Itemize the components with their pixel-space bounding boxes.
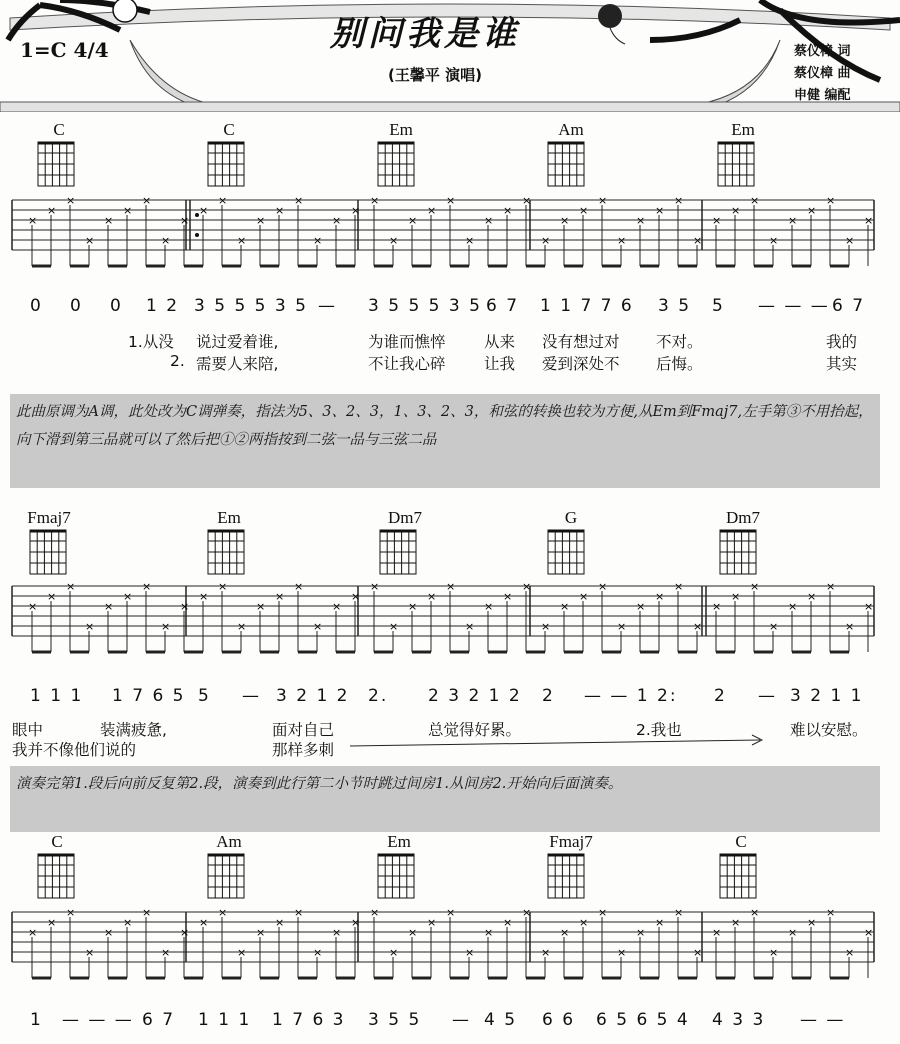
jianpu-number: 2 xyxy=(714,686,727,706)
tab-note-mark: × xyxy=(313,620,323,633)
tab-note-mark: × xyxy=(750,580,760,593)
tab-note-mark: × xyxy=(66,194,76,207)
tab-note-mark: × xyxy=(389,620,399,633)
tab-note-mark: × xyxy=(446,194,456,207)
composer-credit: 蔡仪樟 曲 xyxy=(794,66,851,81)
jianpu-number: 2 xyxy=(542,686,555,706)
tab-note-mark: × xyxy=(522,580,532,593)
chord-name: Em xyxy=(387,832,411,851)
jianpu-number: 1 xyxy=(30,1010,43,1030)
tab-note-mark: × xyxy=(218,194,228,207)
tab-note-mark: × xyxy=(28,600,38,613)
tab-note-mark: × xyxy=(370,580,380,593)
tab-note-mark: × xyxy=(579,590,589,603)
tab-note-mark: × xyxy=(446,580,456,593)
tab-note-mark: × xyxy=(104,600,114,613)
jianpu-number: 3 2 1 2 xyxy=(276,686,350,706)
tab-note-mark: × xyxy=(427,916,437,929)
tab-note-mark: × xyxy=(788,926,798,939)
tab-note-mark: × xyxy=(47,590,57,603)
tab-note-mark: × xyxy=(484,926,494,939)
lyric-line-1: 1.从没 xyxy=(128,333,174,351)
tab-note-mark: × xyxy=(313,234,323,247)
tab-note-mark: × xyxy=(142,194,152,207)
tab-note-mark: × xyxy=(617,946,627,959)
chord-name: C xyxy=(223,120,235,139)
tab-note-mark: × xyxy=(731,916,741,929)
lyric-line-2: 爱到深处不 xyxy=(542,355,620,373)
tab-note-mark: × xyxy=(408,926,418,939)
tab-note-mark: × xyxy=(636,926,646,939)
chord-name: C xyxy=(51,832,63,851)
tab-note-mark: × xyxy=(560,600,570,613)
tab-note-mark: × xyxy=(579,204,589,217)
tab-note-mark: × xyxy=(465,946,475,959)
tab-note-mark: × xyxy=(598,580,608,593)
tab-note-mark: × xyxy=(370,194,380,207)
tab-note-mark: × xyxy=(845,620,855,633)
chord-name: Fmaj7 xyxy=(27,508,71,527)
jianpu-number: — — — xyxy=(758,296,830,316)
chord-name: Am xyxy=(216,832,242,851)
chord-name: Dm7 xyxy=(388,508,422,527)
tab-note-mark: × xyxy=(826,580,836,593)
tab-note-mark: × xyxy=(427,204,437,217)
tab-note-mark: × xyxy=(484,600,494,613)
tab-note-mark: × xyxy=(218,906,228,919)
chord-name: C xyxy=(53,120,65,139)
performance-note-2: 演奏完第1.段后向前反复第2.段，演奏到此行第二小节时跳过间房1.从间房2.开始向后面演奏。 xyxy=(10,766,880,832)
tab-note-mark: × xyxy=(218,580,228,593)
tab-note-mark: × xyxy=(503,590,513,603)
jianpu-number: 6 6 xyxy=(542,1010,576,1030)
tab-note-mark: × xyxy=(47,204,57,217)
tab-note-mark: × xyxy=(142,580,152,593)
jianpu-number: 5 xyxy=(198,686,211,706)
chord-name: Em xyxy=(389,120,413,139)
tab-note-mark: × xyxy=(28,214,38,227)
tab-note-mark: × xyxy=(693,946,703,959)
tab-note-mark: × xyxy=(617,620,627,633)
jianpu-number: 1 7 6 3 xyxy=(272,1010,346,1030)
tab-note-mark: × xyxy=(351,204,361,217)
lyric-line-1: 从来 xyxy=(484,333,516,351)
lyric-line-1: 2.我也 xyxy=(636,721,682,739)
lyric-line-1: 没有想过对 xyxy=(542,333,620,351)
tab-note-mark: × xyxy=(655,590,665,603)
tab-note-mark: × xyxy=(389,946,399,959)
tab-note-mark: × xyxy=(826,906,836,919)
lyric-line-2: 2. xyxy=(170,352,185,370)
jianpu-number: — — 1 2: xyxy=(584,686,678,706)
lyric-line-1: 总觉得好累。 xyxy=(428,721,522,739)
tab-note-mark: × xyxy=(864,926,874,939)
tab-note-mark: × xyxy=(845,946,855,959)
tab-note-mark: × xyxy=(636,214,646,227)
tab-note-mark: × xyxy=(85,620,95,633)
tab-note-mark: × xyxy=(256,600,266,613)
tab-note-mark: × xyxy=(180,214,190,227)
tab-note-mark: × xyxy=(655,916,665,929)
tab-note-mark: × xyxy=(693,620,703,633)
tab-note-mark: × xyxy=(465,620,475,633)
jianpu-number: — — — xyxy=(62,1010,134,1030)
chord-name: Am xyxy=(558,120,584,139)
jianpu-number: 3 5 5 5 3 5 xyxy=(194,296,308,316)
tab-note-mark: × xyxy=(332,214,342,227)
tab-note-mark: × xyxy=(199,916,209,929)
tab-note-mark: × xyxy=(237,234,247,247)
tab-note-mark: × xyxy=(503,204,513,217)
tab-note-mark: × xyxy=(199,590,209,603)
tab-note-mark: × xyxy=(161,234,171,247)
chord-name: Fmaj7 xyxy=(549,832,593,851)
tab-note-mark: × xyxy=(845,234,855,247)
song-title: 别问我是谁 xyxy=(330,14,520,54)
jianpu-number: 1 2 xyxy=(146,296,180,316)
tab-note-mark: × xyxy=(256,214,266,227)
tab-note-mark: × xyxy=(446,906,456,919)
tab-note-mark: × xyxy=(484,214,494,227)
tab-note-mark: × xyxy=(655,204,665,217)
jianpu-number: 6 7 xyxy=(832,296,866,316)
jianpu-number: 3 5 xyxy=(658,296,692,316)
jianpu-number: 3 5 5 xyxy=(368,1010,422,1030)
jianpu-number: 6 5 6 5 4 xyxy=(596,1010,690,1030)
tab-note-mark: × xyxy=(731,590,741,603)
tab-note-mark: × xyxy=(750,194,760,207)
jianpu-number: 5 xyxy=(712,296,725,316)
jianpu-number: 3 2 1 1 xyxy=(790,686,864,706)
jianpu-number: — xyxy=(452,1010,471,1030)
lyric-line-1: 说过爱着谁, xyxy=(196,333,279,351)
tab-note-mark: × xyxy=(788,600,798,613)
jianpu-number: — xyxy=(758,686,777,706)
tab-note-mark: × xyxy=(237,620,247,633)
tab-note-mark: × xyxy=(66,906,76,919)
tab-note-mark: × xyxy=(66,580,76,593)
tab-note-mark: × xyxy=(294,906,304,919)
tab-note-mark: × xyxy=(560,214,570,227)
singer-label: (王馨平 演唱) xyxy=(388,66,482,84)
tab-note-mark: × xyxy=(294,580,304,593)
lyric-line-2: 那样多刺 xyxy=(272,741,335,759)
jianpu-number: 0 xyxy=(70,296,83,316)
tab-note-mark: × xyxy=(370,906,380,919)
tab-note-mark: × xyxy=(560,926,570,939)
tab-note-mark: × xyxy=(47,916,57,929)
jianpu-number: 6 7 xyxy=(142,1010,176,1030)
tab-note-mark: × xyxy=(408,214,418,227)
chord-name: Em xyxy=(217,508,241,527)
chord-name: Em xyxy=(731,120,755,139)
lyric-line-2: 我并不像他们说的 xyxy=(12,741,137,759)
lyricist-credit: 蔡仪樟 词 xyxy=(794,44,851,59)
tab-note-mark: × xyxy=(237,946,247,959)
jianpu-number: 1 1 7 7 6 xyxy=(540,296,634,316)
lyric-line-1: 装满疲惫, xyxy=(100,721,167,739)
tab-note-mark: × xyxy=(104,214,114,227)
tab-note-mark: × xyxy=(712,214,722,227)
tab-note-mark: × xyxy=(294,194,304,207)
tab-note-mark: × xyxy=(674,906,684,919)
tab-note-mark: × xyxy=(123,204,133,217)
tab-note-mark: × xyxy=(389,234,399,247)
tab-note-mark: × xyxy=(180,600,190,613)
jianpu-number: 1 1 1 xyxy=(198,1010,252,1030)
tab-note-mark: × xyxy=(123,590,133,603)
tab-note-mark: × xyxy=(275,590,285,603)
tab-note-mark: × xyxy=(85,234,95,247)
lyric-line-1: 难以安慰。 xyxy=(790,721,868,739)
tab-note-mark: × xyxy=(712,600,722,613)
tab-note-mark: × xyxy=(465,234,475,247)
tab-note-mark: × xyxy=(598,194,608,207)
jianpu-number: 2. xyxy=(368,686,389,706)
tab-note-mark: × xyxy=(807,204,817,217)
tab-note-mark: × xyxy=(351,590,361,603)
tab-note-mark: × xyxy=(864,214,874,227)
tab-note-mark: × xyxy=(541,234,551,247)
tab-note-mark: × xyxy=(541,946,551,959)
chord-name: C xyxy=(735,832,747,851)
tab-note-mark: × xyxy=(332,600,342,613)
jianpu-number: 1 1 1 xyxy=(30,686,84,706)
tab-note-mark: × xyxy=(769,234,779,247)
tab-note-mark: × xyxy=(769,620,779,633)
tab-note-mark: × xyxy=(541,620,551,633)
lyric-line-1: 不对。 xyxy=(656,333,703,351)
lyric-line-2: 让我 xyxy=(484,355,516,373)
tab-note-mark: × xyxy=(85,946,95,959)
chord-name: Dm7 xyxy=(726,508,760,527)
performance-note-1: 此曲原调为A调，此处改为C调弹奏，指法为5、3、2、3，1、3、2、3，和弦的转换也较为方便,从Em到Fmaj7,左手第③不用抬起，向下滑到第三品就可以了然后把①②两指按到二弦一品与三弦二品 xyxy=(10,394,880,488)
tab-note-mark: × xyxy=(579,916,589,929)
tab-note-mark: × xyxy=(788,214,798,227)
tab-note-mark: × xyxy=(864,600,874,613)
jianpu-number: — — xyxy=(800,1010,846,1030)
tab-note-mark: × xyxy=(769,946,779,959)
tab-note-mark: × xyxy=(826,194,836,207)
jianpu-number: — xyxy=(318,296,337,316)
tab-note-mark: × xyxy=(28,926,38,939)
tab-note-mark: × xyxy=(332,926,342,939)
tab-note-mark: × xyxy=(104,926,114,939)
jianpu-number: 0 xyxy=(30,296,43,316)
tab-note-mark: × xyxy=(693,234,703,247)
tab-note-mark: × xyxy=(617,234,627,247)
lyric-line-1: 为谁而憔悴 xyxy=(368,333,446,351)
lyric-line-2: 不让我心碎 xyxy=(368,355,446,373)
tab-note-mark: × xyxy=(674,580,684,593)
tab-note-mark: × xyxy=(522,906,532,919)
tab-note-mark: × xyxy=(180,926,190,939)
tab-note-mark: × xyxy=(712,926,722,939)
jianpu-number: — xyxy=(242,686,261,706)
jianpu-number: 3 5 5 5 3 5 xyxy=(368,296,482,316)
jianpu-number: 6 7 xyxy=(486,296,520,316)
jianpu-number: 4 3 3 xyxy=(712,1010,766,1030)
jianpu-number: 4 5 xyxy=(484,1010,518,1030)
tab-note-mark: × xyxy=(275,916,285,929)
chord-name: G xyxy=(564,508,578,527)
tab-note-mark: × xyxy=(636,600,646,613)
jianpu-number: 1 7 6 5 xyxy=(112,686,186,706)
key-signature: 1=C 4/4 xyxy=(20,38,109,62)
lyric-line-1: 眼中 xyxy=(12,721,44,739)
tab-note-mark: × xyxy=(750,906,760,919)
tab-note-mark: × xyxy=(161,620,171,633)
tab-note-mark: × xyxy=(522,194,532,207)
arranger-credit: 申健 编配 xyxy=(794,88,851,103)
lyric-line-2: 后悔。 xyxy=(656,355,703,373)
jianpu-number: 0 xyxy=(110,296,123,316)
tab-note-mark: × xyxy=(731,204,741,217)
tab-note-mark: × xyxy=(161,946,171,959)
lyric-line-1: 我的 xyxy=(826,333,858,351)
tab-note-mark: × xyxy=(503,916,513,929)
tab-note-mark: × xyxy=(256,926,266,939)
tab-note-mark: × xyxy=(313,946,323,959)
tab-note-mark: × xyxy=(674,194,684,207)
tab-note-mark: × xyxy=(142,906,152,919)
jianpu-number: 2 3 2 1 2 xyxy=(428,686,522,706)
tab-note-mark: × xyxy=(408,600,418,613)
lyric-line-1: 面对自己 xyxy=(272,721,335,739)
lyric-line-2: 其实 xyxy=(826,355,858,373)
tab-note-mark: × xyxy=(123,916,133,929)
tab-note-mark: × xyxy=(807,590,817,603)
tab-note-mark: × xyxy=(807,916,817,929)
tab-note-mark: × xyxy=(275,204,285,217)
lyric-line-2: 需要人来陪, xyxy=(196,355,279,373)
tab-note-mark: × xyxy=(199,204,209,217)
tab-note-mark: × xyxy=(598,906,608,919)
tab-note-mark: × xyxy=(427,590,437,603)
tab-note-mark: × xyxy=(351,916,361,929)
